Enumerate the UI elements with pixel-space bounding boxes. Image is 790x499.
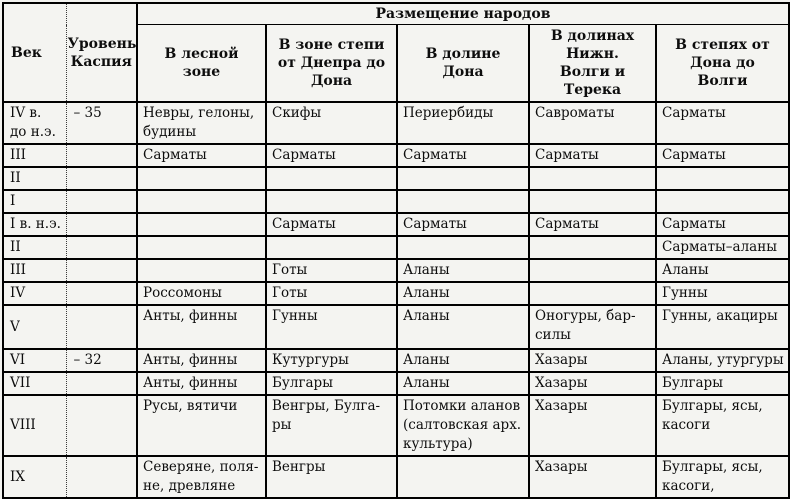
peoples-cell: Хазары	[529, 349, 656, 372]
caspian-level-cell: – 32	[66, 349, 137, 372]
column-header-region-2: В зоне степи от Днепра до Дона	[266, 25, 397, 103]
peoples-cell: Сарматы	[656, 102, 789, 144]
column-header-century: Век	[3, 3, 66, 102]
century-cell: II	[3, 167, 66, 190]
peoples-cell	[266, 167, 397, 190]
peoples-cell: Северяне, поля-не, древляне	[137, 456, 266, 498]
peoples-cell	[137, 213, 266, 236]
peoples-cell: Невры, гелоны, будины	[137, 102, 266, 144]
peoples-cell: Хазары	[529, 372, 656, 395]
caspian-level-cell	[66, 236, 137, 259]
peoples-cell: Хазары	[529, 395, 656, 456]
peoples-cell: Готы	[266, 282, 397, 305]
caspian-level-cell	[66, 282, 137, 305]
caspian-level-cell	[66, 456, 137, 498]
century-cell: VII	[3, 372, 66, 395]
peoples-cell: Сарматы–аланы	[656, 236, 789, 259]
peoples-cell: Аланы	[397, 349, 529, 372]
century-cell: VI	[3, 349, 66, 372]
peoples-cell	[529, 190, 656, 213]
peoples-cell: Аланы	[397, 259, 529, 282]
column-header-region-5: В степях от Дона до Волги	[656, 25, 789, 103]
peoples-cell: Анты, финны	[137, 305, 266, 349]
peoples-cell: Гунны	[266, 305, 397, 349]
caspian-level-cell	[66, 213, 137, 236]
peoples-cell: Оногуры, бар-силы	[529, 305, 656, 349]
century-cell: III	[3, 144, 66, 167]
peoples-cell	[529, 167, 656, 190]
peoples-cell: Савроматы	[529, 102, 656, 144]
peoples-cell: Аланы	[397, 282, 529, 305]
table-body	[3, 102, 789, 498]
caspian-level-cell	[66, 167, 137, 190]
peoples-cell: Гунны	[656, 282, 789, 305]
peoples-cell: Булгары	[656, 372, 789, 395]
table-row	[3, 144, 789, 167]
group-header-peoples-distribution: Размещение народов	[137, 3, 789, 25]
table-row	[3, 236, 789, 259]
peoples-cell: Русы, вятичи	[137, 395, 266, 456]
peoples-cell: Аланы, утургуры	[656, 349, 789, 372]
peoples-cell	[656, 190, 789, 213]
column-header-region-4: В долинах Нижн. Волги и Терека	[529, 25, 656, 103]
peoples-cell: Аланы	[397, 372, 529, 395]
peoples-cell: Кутургуры	[266, 349, 397, 372]
peoples-cell	[397, 236, 529, 259]
peoples-cell: Анты, финны	[137, 372, 266, 395]
century-cell: IX	[3, 456, 66, 498]
peoples-cell: Хазары	[529, 456, 656, 498]
peoples-cell: Гунны, акациры	[656, 305, 789, 349]
peoples-cell	[266, 236, 397, 259]
century-cell: IV	[3, 282, 66, 305]
table-row	[3, 372, 789, 395]
peoples-cell	[656, 167, 789, 190]
peoples-cell: Россомоны	[137, 282, 266, 305]
peoples-cell: Булгары, ясы, касоги,	[656, 456, 789, 498]
century-cell: III	[3, 259, 66, 282]
table-row	[3, 190, 789, 213]
peoples-cell: Сарматы	[397, 144, 529, 167]
caspian-level-cell	[66, 259, 137, 282]
table-row	[3, 395, 789, 456]
peoples-cell: Анты, финны	[137, 349, 266, 372]
caspian-level-cell	[66, 144, 137, 167]
peoples-cell	[397, 456, 529, 498]
century-cell: II	[3, 236, 66, 259]
column-header-region-3: В долине Дона	[397, 25, 529, 103]
table-row	[3, 305, 789, 349]
peoples-cell: Потомки аланов (салтовская арх. культура)	[397, 395, 529, 456]
peoples-cell: Венгры, Булга-ры	[266, 395, 397, 456]
peoples-cell: Аланы	[397, 305, 529, 349]
peoples-cell	[137, 236, 266, 259]
table-row	[3, 167, 789, 190]
table-row	[3, 213, 789, 236]
peoples-cell	[529, 282, 656, 305]
peoples-cell: Сарматы	[656, 213, 789, 236]
peoples-cell	[529, 259, 656, 282]
century-cell: I	[3, 190, 66, 213]
century-cell: I в. н.э.	[3, 213, 66, 236]
peoples-cell	[137, 190, 266, 213]
peoples-cell: Сарматы	[529, 144, 656, 167]
peoples-cell	[137, 259, 266, 282]
peoples-cell: Скифы	[266, 102, 397, 144]
caspian-level-cell: – 35	[66, 102, 137, 144]
table-row	[3, 456, 789, 498]
caspian-level-cell	[66, 305, 137, 349]
century-cell: IV в. до н.э.	[3, 102, 66, 144]
column-header-region-1: В лесной зоне	[137, 25, 266, 103]
peoples-cell: Периербиды	[397, 102, 529, 144]
caspian-level-cell	[66, 190, 137, 213]
peoples-cell: Аланы	[656, 259, 789, 282]
century-cell: V	[3, 305, 66, 349]
table-row	[3, 349, 789, 372]
peoples-cell: Булгары, ясы, касоги	[656, 395, 789, 456]
column-header-caspian-level: Уровень Каспия	[66, 3, 137, 102]
peoples-cell: Сарматы	[137, 144, 266, 167]
peoples-cell	[529, 236, 656, 259]
caspian-level-cell	[66, 372, 137, 395]
peoples-cell	[397, 167, 529, 190]
peoples-distribution-table	[2, 2, 790, 499]
peoples-cell	[266, 190, 397, 213]
peoples-cell: Сарматы	[266, 144, 397, 167]
peoples-cell: Сарматы	[529, 213, 656, 236]
table-row	[3, 259, 789, 282]
table-row	[3, 282, 789, 305]
peoples-cell: Сарматы	[266, 213, 397, 236]
group-header-row	[3, 3, 789, 25]
peoples-cell: Готы	[266, 259, 397, 282]
peoples-cell: Сарматы	[656, 144, 789, 167]
peoples-cell: Сарматы	[397, 213, 529, 236]
caspian-level-cell	[66, 395, 137, 456]
peoples-cell: Венгры	[266, 456, 397, 498]
peoples-cell: Булгары	[266, 372, 397, 395]
table-row	[3, 102, 789, 144]
peoples-cell	[137, 167, 266, 190]
century-cell: VIII	[3, 395, 66, 456]
peoples-cell	[397, 190, 529, 213]
